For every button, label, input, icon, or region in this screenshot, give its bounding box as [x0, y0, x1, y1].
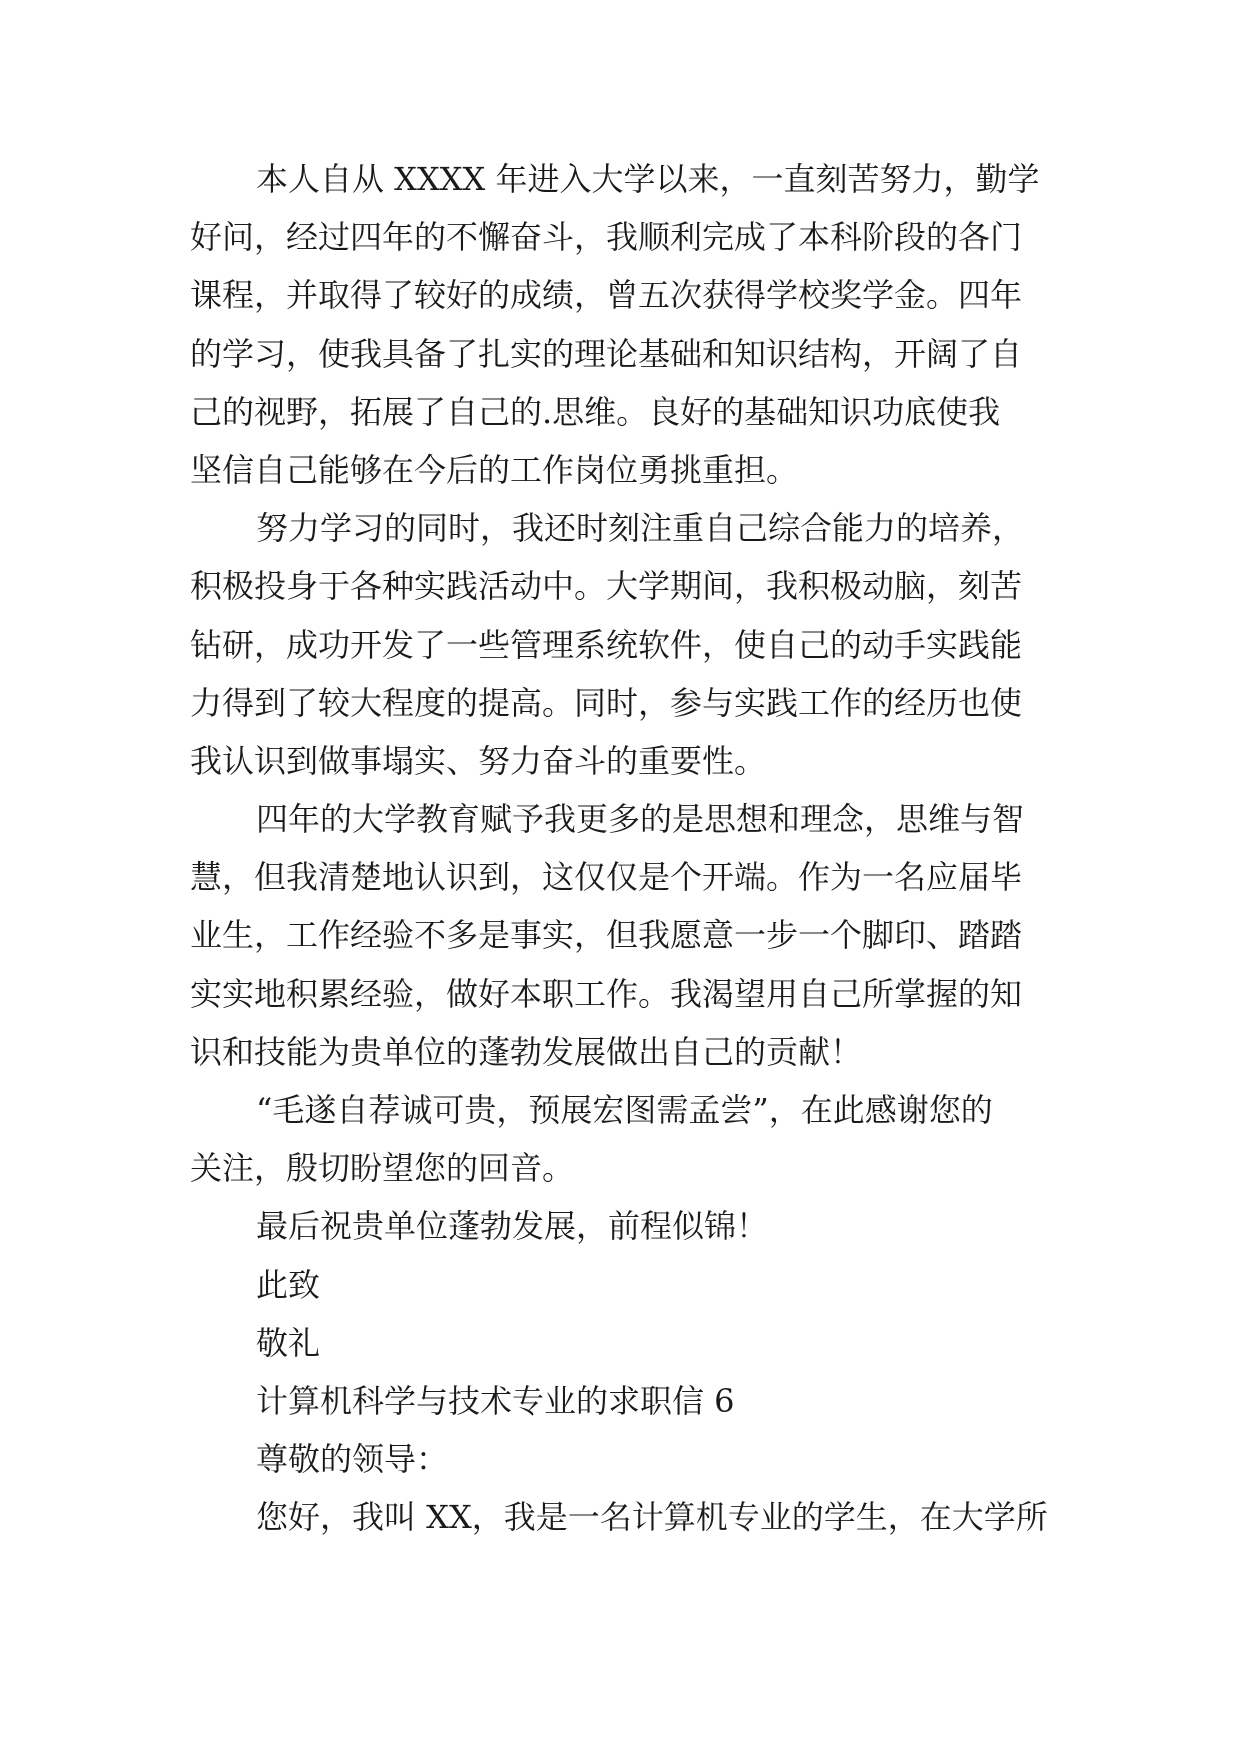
text-line: 四年的大学教育赋予我更多的是思想和理念，思维与智	[256, 800, 1025, 839]
text-line: 努力学习的同时，我还时刻注重自己综合能力的培养，	[256, 509, 1025, 548]
text-line: “毛遂自荐诚可贵，预展宏图需孟尝”，在此感谢您的	[256, 1091, 993, 1129]
text-line: 尊敬的领导：	[256, 1440, 449, 1479]
paragraph-wishes	[190, 1197, 1050, 1255]
greeting	[190, 1430, 1050, 1488]
closing-salutation	[190, 1256, 1050, 1314]
letter-body	[190, 150, 1050, 1547]
text-line: 己的视野，拓展了自己的.思维。良好的基础知识功底使我	[190, 392, 1001, 431]
paragraph-practice	[190, 499, 1050, 790]
text-line: 坚信自己能够在今后的工作岗位勇挑重担。	[190, 450, 799, 489]
text-line: 敬礼	[256, 1323, 321, 1362]
text-line: 识和技能为贵单位的蓬勃发展做出自己的贡献！	[190, 1032, 863, 1071]
text-line: 我认识到做事塌实、努力奋斗的重要性。	[190, 741, 767, 780]
text-line: 关注，殷切盼望您的回音。	[190, 1149, 575, 1188]
text-line: 慧，但我清楚地认识到，这仅仅是个开端。作为一名应届毕	[190, 858, 1023, 897]
paragraph-quote	[190, 1081, 1050, 1197]
text-line: 最后祝贵单位蓬勃发展，前程似锦！	[256, 1207, 769, 1246]
text-line: 此致	[256, 1265, 321, 1304]
text-line: 实实地积累经验，做好本职工作。我渴望用自己所掌握的知	[190, 974, 1023, 1013]
text-line: 业生，工作经验不多是事实，但我愿意一步一个脚印、踏踏	[190, 916, 1023, 955]
text-line: 的学习，使我具备了扎实的理论基础和知识结构，开阔了自	[190, 334, 1023, 373]
paragraph-study	[190, 150, 1050, 499]
text-line: 力得到了较大程度的提高。同时，参与实践工作的经历也使	[190, 683, 1023, 722]
text-line: 您好，我叫 XX，我是一名计算机专业的学生，在大学所	[256, 1498, 1048, 1537]
paragraph-education	[190, 790, 1050, 1081]
text-line: 本人自从 XXXX 年进入大学以来，一直刻苦努力，勤学	[256, 160, 1040, 198]
text-line: 好问，经过四年的不懈奋斗，我顺利完成了本科阶段的各门	[190, 218, 1023, 257]
text-line: 计算机科学与技术专业的求职信 6	[256, 1381, 735, 1420]
text-line: 钻研，成功开发了一些管理系统软件，使自己的动手实践能	[190, 625, 1023, 664]
closing-regards	[190, 1314, 1050, 1372]
text-line: 课程，并取得了较好的成绩，曾五次获得学校奖学金。四年	[190, 276, 1023, 315]
section-heading	[190, 1372, 1050, 1430]
text-line: 积极投身于各种实践活动中。大学期间，我积极动脑，刻苦	[190, 567, 1023, 606]
paragraph-intro	[190, 1488, 1050, 1546]
